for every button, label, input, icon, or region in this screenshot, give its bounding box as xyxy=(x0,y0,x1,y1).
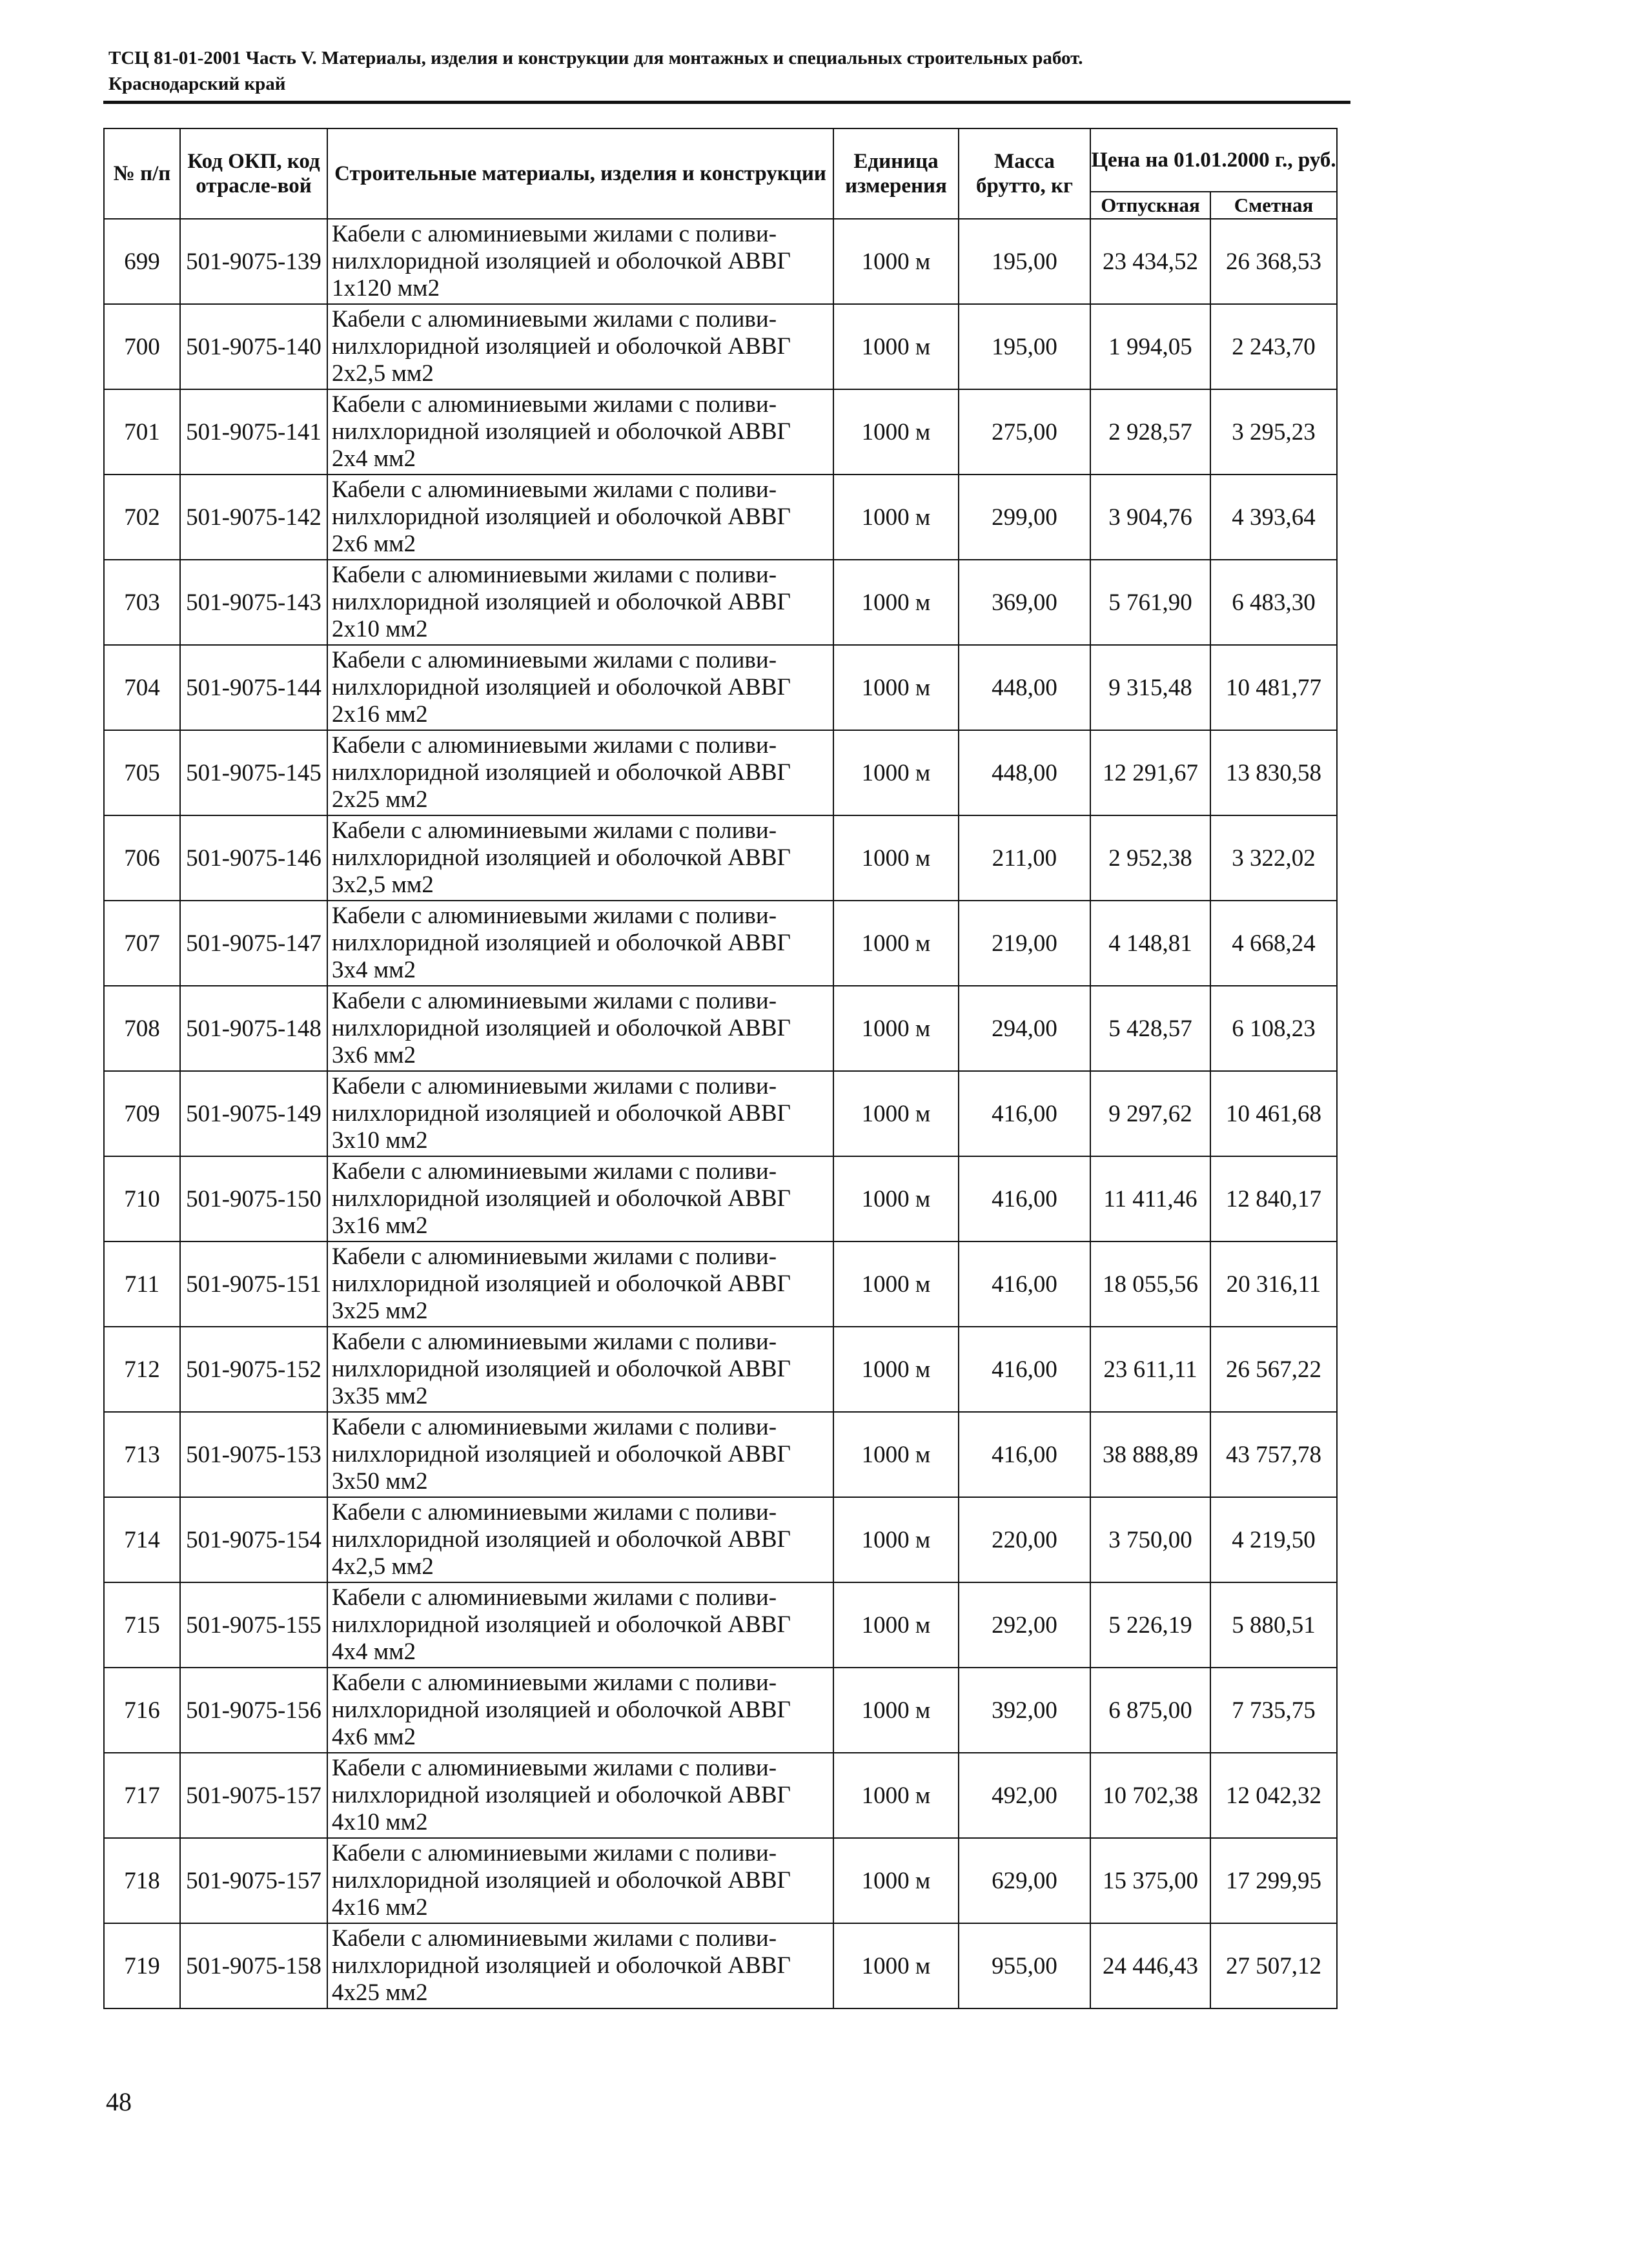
row-name-line: 2х16 мм2 xyxy=(332,701,428,728)
row-name-line: Кабели с алюминиевыми жилами с поливи- xyxy=(332,306,777,332)
row-unit: 1000 м xyxy=(833,219,959,304)
row-release-price: 5 226,19 xyxy=(1090,1582,1210,1668)
row-name xyxy=(327,389,833,475)
row-release-price: 1 994,05 xyxy=(1090,304,1210,389)
row-release-price: 2 928,57 xyxy=(1090,389,1210,475)
row-name-line: нилхлоридной изоляцией и оболочкой АВВГ xyxy=(332,844,791,871)
row-name xyxy=(327,1327,833,1412)
row-unit: 1000 м xyxy=(833,1241,959,1327)
row-release-price: 9 315,48 xyxy=(1090,645,1210,730)
row-name xyxy=(327,219,833,304)
row-name-line: 3х25 мм2 xyxy=(332,1298,428,1324)
row-estimate-price: 10 481,77 xyxy=(1210,645,1337,730)
row-unit: 1000 м xyxy=(833,730,959,815)
row-name-line: 1х120 мм2 xyxy=(332,275,440,301)
table-row xyxy=(104,815,1337,901)
table-row xyxy=(104,1156,1337,1241)
row-name-line: Кабели с алюминиевыми жилами с поливи- xyxy=(332,391,777,418)
row-code: 501-9075-143 xyxy=(180,560,327,645)
row-name-line: Кабели с алюминиевыми жилами с поливи- xyxy=(332,1329,777,1355)
row-estimate-price: 27 507,12 xyxy=(1210,1923,1337,2008)
col-header-name: Строительные материалы, изделия и конструкции xyxy=(327,128,833,219)
row-release-price: 23 434,52 xyxy=(1090,219,1210,304)
row-code: 501-9075-157 xyxy=(180,1753,327,1838)
row-estimate-price: 6 108,23 xyxy=(1210,986,1337,1071)
row-name-line: нилхлоридной изоляцией и оболочкой АВВГ xyxy=(332,1867,791,1894)
table-row xyxy=(104,389,1337,475)
row-name-line: нилхлоридной изоляцией и оболочкой АВВГ xyxy=(332,418,791,445)
table-row xyxy=(104,1412,1337,1497)
row-name-line: нилхлоридной изоляцией и оболочкой АВВГ xyxy=(332,1100,791,1127)
col-header-price: Цена на 01.01.2000 г., руб. xyxy=(1090,128,1337,192)
row-name-line: 2х6 мм2 xyxy=(332,531,416,557)
row-name-line: Кабели с алюминиевыми жилами с поливи- xyxy=(332,1670,777,1696)
table-row xyxy=(104,1497,1337,1582)
row-name-line: нилхлоридной изоляцией и оболочкой АВВГ xyxy=(332,1441,791,1467)
row-release-price: 9 297,62 xyxy=(1090,1071,1210,1156)
row-name-line: нилхлоридной изоляцией и оболочкой АВВГ xyxy=(332,1526,791,1553)
col-header-estimate: Сметная xyxy=(1210,192,1337,219)
row-unit: 1000 м xyxy=(833,1582,959,1668)
row-code: 501-9075-141 xyxy=(180,389,327,475)
row-estimate-price: 2 243,70 xyxy=(1210,304,1337,389)
table-row xyxy=(104,986,1337,1071)
row-code: 501-9075-148 xyxy=(180,986,327,1071)
row-release-price: 3 750,00 xyxy=(1090,1497,1210,1582)
row-code: 501-9075-147 xyxy=(180,901,327,986)
row-code: 501-9075-146 xyxy=(180,815,327,901)
page-number: 48 xyxy=(106,2087,132,2116)
row-name-line: нилхлоридной изоляцией и оболочкой АВВГ xyxy=(332,674,791,700)
row-unit: 1000 м xyxy=(833,645,959,730)
table-row xyxy=(104,1327,1337,1412)
row-mass: 416,00 xyxy=(959,1071,1090,1156)
row-release-price: 3 904,76 xyxy=(1090,475,1210,560)
row-unit: 1000 м xyxy=(833,815,959,901)
header-region: Краснодарский край xyxy=(108,74,286,94)
row-name-line: Кабели с алюминиевыми жилами с поливи- xyxy=(332,988,777,1014)
row-number: 716 xyxy=(104,1668,180,1753)
row-name xyxy=(327,1923,833,2008)
table-row xyxy=(104,560,1337,645)
row-unit: 1000 м xyxy=(833,901,959,986)
row-name xyxy=(327,475,833,560)
row-unit: 1000 м xyxy=(833,304,959,389)
row-name xyxy=(327,815,833,901)
row-estimate-price: 3 295,23 xyxy=(1210,389,1337,475)
row-code: 501-9075-150 xyxy=(180,1156,327,1241)
row-number: 717 xyxy=(104,1753,180,1838)
row-mass: 448,00 xyxy=(959,730,1090,815)
row-name xyxy=(327,986,833,1071)
row-release-price: 12 291,67 xyxy=(1090,730,1210,815)
row-mass: 294,00 xyxy=(959,986,1090,1071)
row-mass: 392,00 xyxy=(959,1668,1090,1753)
row-number: 719 xyxy=(104,1923,180,2008)
row-name xyxy=(327,1241,833,1327)
table-row xyxy=(104,1071,1337,1156)
row-name-line: 4х16 мм2 xyxy=(332,1894,428,1921)
row-mass: 195,00 xyxy=(959,304,1090,389)
row-code: 501-9075-142 xyxy=(180,475,327,560)
row-code: 501-9075-154 xyxy=(180,1497,327,1582)
table-row xyxy=(104,730,1337,815)
row-number: 704 xyxy=(104,645,180,730)
row-name-line: Кабели с алюминиевыми жилами с поливи- xyxy=(332,1243,777,1270)
row-name xyxy=(327,645,833,730)
row-number: 718 xyxy=(104,1838,180,1923)
row-release-price: 6 875,00 xyxy=(1090,1668,1210,1753)
col-header-code: Код ОКП, код отрасле-вой xyxy=(180,128,327,219)
row-release-price: 18 055,56 xyxy=(1090,1241,1210,1327)
row-name-line: 4х6 мм2 xyxy=(332,1724,416,1750)
row-estimate-price: 4 393,64 xyxy=(1210,475,1337,560)
row-mass: 299,00 xyxy=(959,475,1090,560)
row-name-line: 3х16 мм2 xyxy=(332,1212,428,1239)
row-name-line: Кабели с алюминиевыми жилами с поливи- xyxy=(332,732,777,759)
row-mass: 416,00 xyxy=(959,1156,1090,1241)
row-code: 501-9075-158 xyxy=(180,1923,327,2008)
row-name-line: 2х25 мм2 xyxy=(332,786,428,813)
row-code: 501-9075-144 xyxy=(180,645,327,730)
row-code: 501-9075-151 xyxy=(180,1241,327,1327)
row-code: 501-9075-153 xyxy=(180,1412,327,1497)
row-estimate-price: 12 042,32 xyxy=(1210,1753,1337,1838)
col-header-unit: Единица измерения xyxy=(833,128,959,219)
header-title: ТСЦ 81-01-2001 Часть V. Материалы, изделия и конструкции для монтажных и специальных строительных работ. xyxy=(108,48,1083,68)
row-name-line: Кабели с алюминиевыми жилами с поливи- xyxy=(332,1158,777,1185)
row-unit: 1000 м xyxy=(833,1668,959,1753)
col-header-num: № п/п xyxy=(104,128,180,219)
row-name-line: 4х10 мм2 xyxy=(332,1809,428,1835)
table-row xyxy=(104,1241,1337,1327)
row-name xyxy=(327,1838,833,1923)
row-release-price: 10 702,38 xyxy=(1090,1753,1210,1838)
row-release-price: 23 611,11 xyxy=(1090,1327,1210,1412)
row-name-line: 4х2,5 мм2 xyxy=(332,1553,434,1580)
row-release-price: 15 375,00 xyxy=(1090,1838,1210,1923)
row-name xyxy=(327,1071,833,1156)
row-unit: 1000 м xyxy=(833,475,959,560)
row-unit: 1000 м xyxy=(833,1327,959,1412)
row-mass: 416,00 xyxy=(959,1412,1090,1497)
row-name-line: Кабели с алюминиевыми жилами с поливи- xyxy=(332,562,777,588)
row-name-line: Кабели с алюминиевыми жилами с поливи- xyxy=(332,1840,777,1866)
row-estimate-price: 43 757,78 xyxy=(1210,1412,1337,1497)
row-release-price: 24 446,43 xyxy=(1090,1923,1210,2008)
row-name-line: нилхлоридной изоляцией и оболочкой АВВГ xyxy=(332,1697,791,1723)
table-row xyxy=(104,1923,1337,2008)
row-estimate-price: 20 316,11 xyxy=(1210,1241,1337,1327)
row-name-line: нилхлоридной изоляцией и оболочкой АВВГ xyxy=(332,1015,791,1041)
row-number: 712 xyxy=(104,1327,180,1412)
row-name xyxy=(327,1753,833,1838)
row-code: 501-9075-149 xyxy=(180,1071,327,1156)
row-number: 703 xyxy=(104,560,180,645)
row-unit: 1000 м xyxy=(833,1497,959,1582)
row-mass: 219,00 xyxy=(959,901,1090,986)
row-estimate-price: 26 567,22 xyxy=(1210,1327,1337,1412)
row-name xyxy=(327,304,833,389)
row-number: 713 xyxy=(104,1412,180,1497)
row-name-line: 3х10 мм2 xyxy=(332,1127,428,1154)
row-release-price: 38 888,89 xyxy=(1090,1412,1210,1497)
row-code: 501-9075-139 xyxy=(180,219,327,304)
row-estimate-price: 4 219,50 xyxy=(1210,1497,1337,1582)
row-code: 501-9075-156 xyxy=(180,1668,327,1753)
row-name-line: 3х50 мм2 xyxy=(332,1468,428,1495)
row-name-line: 3х2,5 мм2 xyxy=(332,872,434,898)
row-name-line: Кабели с алюминиевыми жилами с поливи- xyxy=(332,817,777,844)
table-row xyxy=(104,1668,1337,1753)
row-mass: 275,00 xyxy=(959,389,1090,475)
row-number: 700 xyxy=(104,304,180,389)
row-name-line: 4х25 мм2 xyxy=(332,1979,428,2006)
row-name-line: Кабели с алюминиевыми жилами с поливи- xyxy=(332,221,777,247)
row-name-line: Кабели с алюминиевыми жилами с поливи- xyxy=(332,647,777,673)
row-name-line: Кабели с алюминиевыми жилами с поливи- xyxy=(332,1073,777,1099)
row-mass: 220,00 xyxy=(959,1497,1090,1582)
row-name-line: 3х4 мм2 xyxy=(332,957,416,983)
table-row xyxy=(104,304,1337,389)
row-unit: 1000 м xyxy=(833,1412,959,1497)
row-unit: 1000 м xyxy=(833,1156,959,1241)
row-name-line: нилхлоридной изоляцией и оболочкой АВВГ xyxy=(332,248,791,274)
row-mass: 211,00 xyxy=(959,815,1090,901)
row-name-line: нилхлоридной изоляцией и оболочкой АВВГ xyxy=(332,1356,791,1382)
row-name-line: 3х35 мм2 xyxy=(332,1383,428,1409)
row-release-price: 11 411,46 xyxy=(1090,1156,1210,1241)
row-name xyxy=(327,1582,833,1668)
row-name-line: нилхлоридной изоляцией и оболочкой АВВГ xyxy=(332,930,791,956)
row-name-line: Кабели с алюминиевыми жилами с поливи- xyxy=(332,476,777,503)
table-row xyxy=(104,1753,1337,1838)
row-name xyxy=(327,1156,833,1241)
row-name-line: нилхлоридной изоляцией и оболочкой АВВГ xyxy=(332,1782,791,1808)
col-header-release: Отпускная xyxy=(1090,192,1210,219)
row-name-line: 2х10 мм2 xyxy=(332,616,428,642)
row-mass: 629,00 xyxy=(959,1838,1090,1923)
row-number: 702 xyxy=(104,475,180,560)
row-number: 715 xyxy=(104,1582,180,1668)
row-release-price: 4 148,81 xyxy=(1090,901,1210,986)
row-code: 501-9075-145 xyxy=(180,730,327,815)
row-estimate-price: 17 299,95 xyxy=(1210,1838,1337,1923)
table-row xyxy=(104,1582,1337,1668)
row-name-line: Кабели с алюминиевыми жилами с поливи- xyxy=(332,1414,777,1440)
row-number: 701 xyxy=(104,389,180,475)
row-unit: 1000 м xyxy=(833,560,959,645)
row-release-price: 2 952,38 xyxy=(1090,815,1210,901)
table-row xyxy=(104,645,1337,730)
row-name-line: Кабели с алюминиевыми жилами с поливи- xyxy=(332,1755,777,1781)
row-estimate-price: 13 830,58 xyxy=(1210,730,1337,815)
row-estimate-price: 6 483,30 xyxy=(1210,560,1337,645)
row-estimate-price: 10 461,68 xyxy=(1210,1071,1337,1156)
row-number: 709 xyxy=(104,1071,180,1156)
row-estimate-price: 12 840,17 xyxy=(1210,1156,1337,1241)
document-header xyxy=(108,45,1348,97)
table-row xyxy=(104,475,1337,560)
row-unit: 1000 м xyxy=(833,1923,959,2008)
table-row xyxy=(104,219,1337,304)
row-name-line: Кабели с алюминиевыми жилами с поливи- xyxy=(332,1499,777,1526)
row-name-line: нилхлоридной изоляцией и оболочкой АВВГ xyxy=(332,759,791,786)
row-unit: 1000 м xyxy=(833,1753,959,1838)
col-header-mass: Масса брутто, кг xyxy=(959,128,1090,219)
row-number: 714 xyxy=(104,1497,180,1582)
row-code: 501-9075-157 xyxy=(180,1838,327,1923)
row-release-price: 5 761,90 xyxy=(1090,560,1210,645)
row-number: 708 xyxy=(104,986,180,1071)
row-code: 501-9075-152 xyxy=(180,1327,327,1412)
row-name xyxy=(327,1497,833,1582)
row-name xyxy=(327,560,833,645)
row-estimate-price: 26 368,53 xyxy=(1210,219,1337,304)
row-estimate-price: 5 880,51 xyxy=(1210,1582,1337,1668)
row-name-line: Кабели с алюминиевыми жилами с поливи- xyxy=(332,1584,777,1611)
row-name-line: нилхлоридной изоляцией и оболочкой АВВГ xyxy=(332,1185,791,1212)
row-mass: 416,00 xyxy=(959,1241,1090,1327)
row-unit: 1000 м xyxy=(833,389,959,475)
row-number: 707 xyxy=(104,901,180,986)
row-number: 706 xyxy=(104,815,180,901)
row-release-price: 5 428,57 xyxy=(1090,986,1210,1071)
row-name-line: 2х4 мм2 xyxy=(332,445,416,472)
row-unit: 1000 м xyxy=(833,1071,959,1156)
row-mass: 369,00 xyxy=(959,560,1090,645)
row-estimate-price: 4 668,24 xyxy=(1210,901,1337,986)
table-row xyxy=(104,901,1337,986)
row-name xyxy=(327,1668,833,1753)
row-code: 501-9075-140 xyxy=(180,304,327,389)
row-name xyxy=(327,901,833,986)
row-mass: 448,00 xyxy=(959,645,1090,730)
row-estimate-price: 3 322,02 xyxy=(1210,815,1337,901)
row-unit: 1000 м xyxy=(833,1838,959,1923)
row-name-line: нилхлоридной изоляцией и оболочкой АВВГ xyxy=(332,504,791,530)
row-name-line: нилхлоридной изоляцией и оболочкой АВВГ xyxy=(332,333,791,360)
row-number: 711 xyxy=(104,1241,180,1327)
row-name-line: 2х2,5 мм2 xyxy=(332,360,434,387)
row-name-line: Кабели с алюминиевыми жилами с поливи- xyxy=(332,903,777,929)
row-name-line: нилхлоридной изоляцией и оболочкой АВВГ xyxy=(332,589,791,615)
row-mass: 492,00 xyxy=(959,1753,1090,1838)
row-code: 501-9075-155 xyxy=(180,1582,327,1668)
row-name xyxy=(327,730,833,815)
row-mass: 195,00 xyxy=(959,219,1090,304)
row-number: 699 xyxy=(104,219,180,304)
row-mass: 292,00 xyxy=(959,1582,1090,1668)
price-table xyxy=(103,128,1338,2009)
row-number: 705 xyxy=(104,730,180,815)
row-name-line: Кабели с алюминиевыми жилами с поливи- xyxy=(332,1925,777,1952)
row-number: 710 xyxy=(104,1156,180,1241)
header-rule xyxy=(103,101,1350,104)
row-name-line: 4х4 мм2 xyxy=(332,1639,416,1665)
row-mass: 955,00 xyxy=(959,1923,1090,2008)
row-name-line: нилхлоридной изоляцией и оболочкой АВВГ xyxy=(332,1271,791,1297)
row-name xyxy=(327,1412,833,1497)
row-name-line: нилхлоридной изоляцией и оболочкой АВВГ xyxy=(332,1952,791,1979)
row-mass: 416,00 xyxy=(959,1327,1090,1412)
row-name-line: нилхлоридной изоляцией и оболочкой АВВГ xyxy=(332,1611,791,1638)
row-unit: 1000 м xyxy=(833,986,959,1071)
row-name-line: 3х6 мм2 xyxy=(332,1042,416,1068)
table-row xyxy=(104,1838,1337,1923)
row-estimate-price: 7 735,75 xyxy=(1210,1668,1337,1753)
table-body xyxy=(104,219,1337,2008)
